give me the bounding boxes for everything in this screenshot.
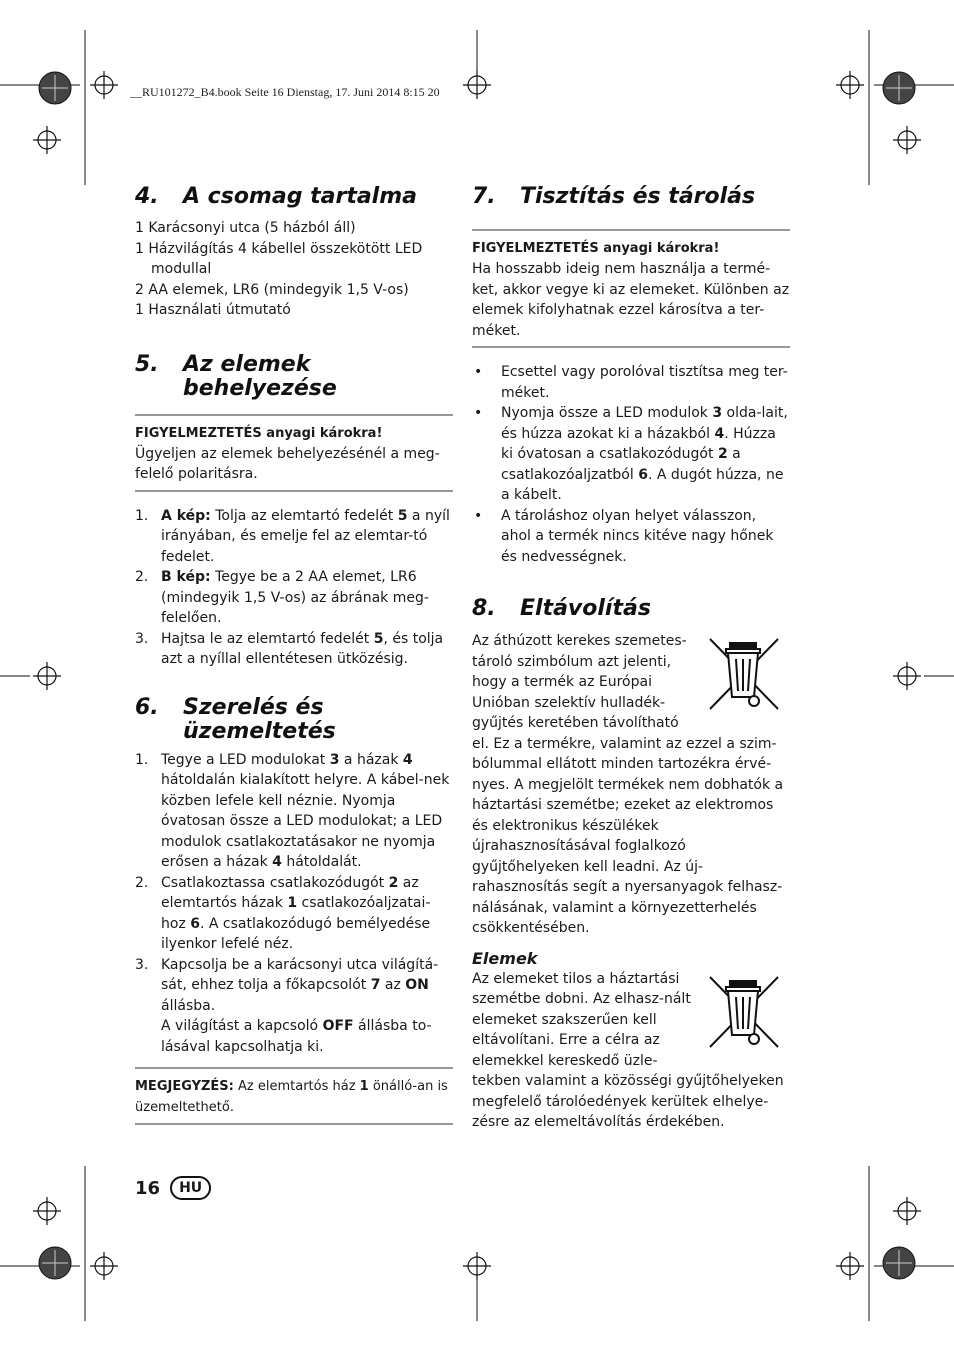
cleaning-bullet: • Ecsettel vagy porolóval tisztítsa meg ter-méket.	[474, 364, 788, 401]
cleaning-bullet: • A tároláshoz olyan helyet válasszon, ahol a termék nincs kitéve nagy hőnek és nedvességnek.	[474, 507, 774, 565]
note-box	[135, 1067, 453, 1125]
section-5-heading: 5. Az elemek behelyezése	[135, 351, 337, 401]
battery-steps	[135, 506, 453, 670]
language-badge: HU	[170, 1176, 211, 1200]
contents-item: 1 Karácsonyi utca (5 házból áll)	[135, 220, 356, 236]
right-column	[472, 185, 790, 1133]
warning-text: Ha hosszabb ideig nem használja a termé-ket, akkor vegye ki az elemeket. Különben az elemek kifolyhatnak ezzel károsítva a ter-méket.	[472, 261, 790, 339]
assembly-steps	[135, 750, 453, 1058]
section-4-heading: 4. A csomag tartalma	[135, 184, 417, 209]
package-contents-list	[135, 218, 453, 321]
section-7-heading: 7. Tisztítás és tárolás	[472, 184, 756, 209]
battery-step-2: 2. B kép: Tegye be a 2 AA elemet, LR6 (mindegyik 1,5 V-os) az ábrának meg-felelően.	[135, 569, 429, 626]
cleaning-bullets	[472, 362, 790, 567]
warning-label: FIGYELMEZTETÉS anyagi károkra!	[135, 425, 383, 441]
page-number: 16	[135, 1177, 161, 1199]
assembly-step-1: 1. Tegye a LED modulokat 3 a házak 4 hátoldalán kialakított helyre. A kábel-nek közben lefele kell néznie. Nyomja óvatosan össze a LED modulokat; a LED modulok csatlakoztatásakor ne nyomja erősen a házak 4 hátoldalát.	[135, 751, 450, 870]
warning-label: FIGYELMEZTETÉS anyagi károkra!	[472, 241, 720, 256]
battery-step-3: 3. Hajtsa le az elemtartó fedelét 5, és tolja azt a nyíllal ellentétesen ütközésig.	[135, 630, 444, 667]
crossed-bin-battery-icon	[702, 969, 786, 1053]
contents-item: 1 Házvilágítás 4 kábellel összekötött LED	[135, 240, 423, 257]
crossed-bin-icon	[702, 631, 786, 715]
cleaning-bullet: • Nyomja össze a LED modulok 3 olda-lait, és húzza azokat ki a házakból 4. Húzza ki óvatosan a csatlakozódugót 2 a csatlakozóaljzatból 6. A dugót húzza, ne a kábelt.	[474, 405, 788, 503]
section-8-heading: 8. Eltávolítás	[472, 596, 651, 621]
disposal-block	[472, 631, 790, 939]
section-6-heading: 6. Szerelés és üzemeltetés	[135, 694, 336, 744]
battery-disposal-block	[472, 969, 790, 1133]
header-file-info: __RU101272_B4.book Seite 16 Dienstag, 17. Juni 2014 8:15 20	[130, 85, 440, 99]
contents-item: modullal	[151, 261, 212, 277]
cleaning-warning-box	[472, 229, 790, 348]
page-footer	[135, 1176, 211, 1200]
warning-text: Ügyeljen az elemek behelyezésénél a meg-felelő polaritásra.	[135, 445, 440, 482]
left-column	[135, 185, 453, 1125]
contents-item: 1 Használati útmutató	[135, 302, 291, 318]
battery-disposal-text: Az elemeket tilos a háztartási szemétbe dobni. Az elhasz-nált elemeket szakszerűen kell eltávolítani. Erre a célra az elemekkel kereskedő üzle-tekben valamint a közösségi gyűjtőhelyeken megfelelő tárolóedények kerültek elhelye-zésre az elemeltávolítás érdekében.	[472, 970, 784, 1130]
battery-warning-box	[135, 414, 453, 492]
battery-step-1: 1. A kép: Tolja az elemtartó fedelét 5 a nyíl irányában, és emelje fel az elemtar-tó fedelet.	[135, 507, 450, 565]
contents-item: 2 AA elemek, LR6 (mindegyik 1,5 V-os)	[135, 281, 409, 298]
assembly-step-3: 3. Kapcsolja be a karácsonyi utca világítá-sát, ehhez tolja a főkapcsolót 7 az ON állásba. A világítást a kapcsoló OFF állásba to-lásával kapcsolhatja ki.	[135, 956, 439, 1055]
assembly-step-2: 2. Csatlakoztassa csatlakozódugót 2 az elemtartós házak 1 csatlakozóaljzatai-hoz 6. A csatlakozódugó bemélyedése ilyenkor lefelé néz.	[135, 874, 431, 952]
disposal-text: Az áthúzott kerekes szemetes-tároló szimbólum azt jelenti, hogy a termék az Európai Unióban szelektív hulladék-gyűjtés keretében távolítható el. Ez a termékre, valamint az ezzel a szim-bólummal ellátott minden tartozékra érvé-nyes. A megjelölt termékek nem dobhatók a háztartási szemétbe; ezeket az elektromos és elektronikus készülékek újrahasznosításával foglalkozó gyűjtőhelyeken kell leadni. Az új-rahasznosítás segít a nyersanyagok felhasz-nálásának, valamint a környezetterhelés csökkentésében.	[472, 633, 784, 936]
note-text: MEGJEGYZÉS: Az elemtartós ház 1 önálló-an is üzemeltethető.	[135, 1079, 448, 1115]
batteries-subheading: Elemek	[472, 948, 538, 968]
